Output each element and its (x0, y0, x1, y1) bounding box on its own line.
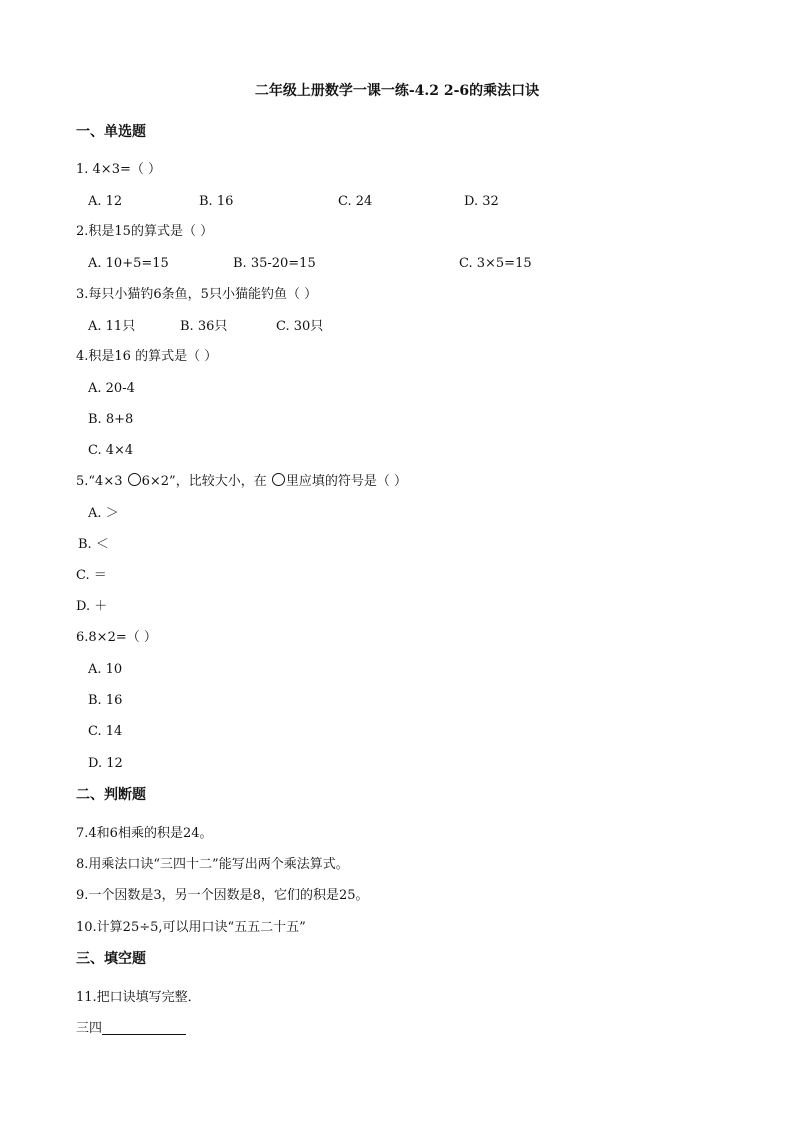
q3-option-a[interactable]: A. 11只 (88, 319, 136, 334)
document-title: 二年级上册数学一课一练-4.2 2-6的乘法口诀 (254, 83, 540, 99)
question-2: 2.积是15的算式是（ ） (76, 224, 214, 239)
section-heading-true-false: 二、判断题 (76, 787, 146, 803)
section-heading-fill-blank: 三、填空题 (76, 951, 146, 967)
q4-option-b[interactable]: B. 8+8 (88, 412, 134, 427)
question-3: 3.每只小猫钓6条鱼，5只小猫能钓鱼（ ） (76, 287, 318, 302)
question-10: 10.计算25÷5,可以用口诀“五五二十五” (76, 920, 306, 935)
q11-fill-line (76, 1020, 186, 1038)
question-9: 9.一个因数是3，另一个因数是8，它们的积是25。 (76, 888, 369, 903)
question-8: 8.用乘法口诀“三四十二”能写出两个乘法算式。 (76, 857, 349, 872)
q2-option-a[interactable]: A. 10+5=15 (88, 256, 169, 271)
q3-option-c[interactable]: C. 30只 (276, 319, 324, 334)
q11-prefix: 三四 (76, 1021, 103, 1036)
question-1: 1. 4×3=（ ） (76, 162, 161, 177)
section-heading-single-choice: 一、单选题 (76, 124, 146, 140)
q1-option-a[interactable]: A. 12 (88, 194, 123, 209)
circle-blank-icon (128, 473, 141, 486)
q4-option-a[interactable]: A. 20-4 (88, 381, 135, 396)
q3-option-b[interactable]: B. 36只 (180, 319, 228, 334)
q4-option-c[interactable]: C. 4×4 (88, 443, 134, 458)
q5-option-d[interactable]: D. ＋ (76, 599, 108, 614)
q5-option-a[interactable]: A. ＞ (88, 506, 119, 521)
question-4: 4.积是16 的算式是（ ） (76, 349, 218, 364)
q2-option-b[interactable]: B. 35-20=15 (233, 256, 316, 271)
q5-stem-part-2: 6×2”，比较大小，在 (141, 474, 271, 489)
q1-option-c[interactable]: C. 24 (338, 194, 373, 209)
q1-option-d[interactable]: D. 32 (464, 194, 499, 209)
question-6: 6.8×2=（ ） (76, 630, 157, 645)
q1-option-b[interactable]: B. 16 (199, 194, 234, 209)
question-11: 11.把口诀填写完整． (76, 990, 201, 1005)
q6-option-c[interactable]: C. 14 (88, 724, 123, 739)
q6-option-b[interactable]: B. 16 (88, 693, 123, 708)
answer-blank[interactable] (102, 1020, 186, 1035)
q2-option-c[interactable]: C. 3×5=15 (459, 256, 532, 271)
question-5 (76, 473, 407, 491)
question-7: 7.4和6相乘的积是24。 (76, 826, 213, 841)
q5-stem-part-1: 5.“4×3 (76, 474, 127, 489)
circle-blank-icon (272, 473, 285, 486)
q5-stem-part-3: 里应填的符号是（ ） (285, 474, 407, 489)
q5-option-c[interactable]: C. ＝ (76, 568, 107, 583)
q6-option-a[interactable]: A. 10 (88, 662, 123, 677)
q5-option-b[interactable]: B. ＜ (78, 537, 109, 552)
q6-option-d[interactable]: D. 12 (88, 756, 123, 771)
